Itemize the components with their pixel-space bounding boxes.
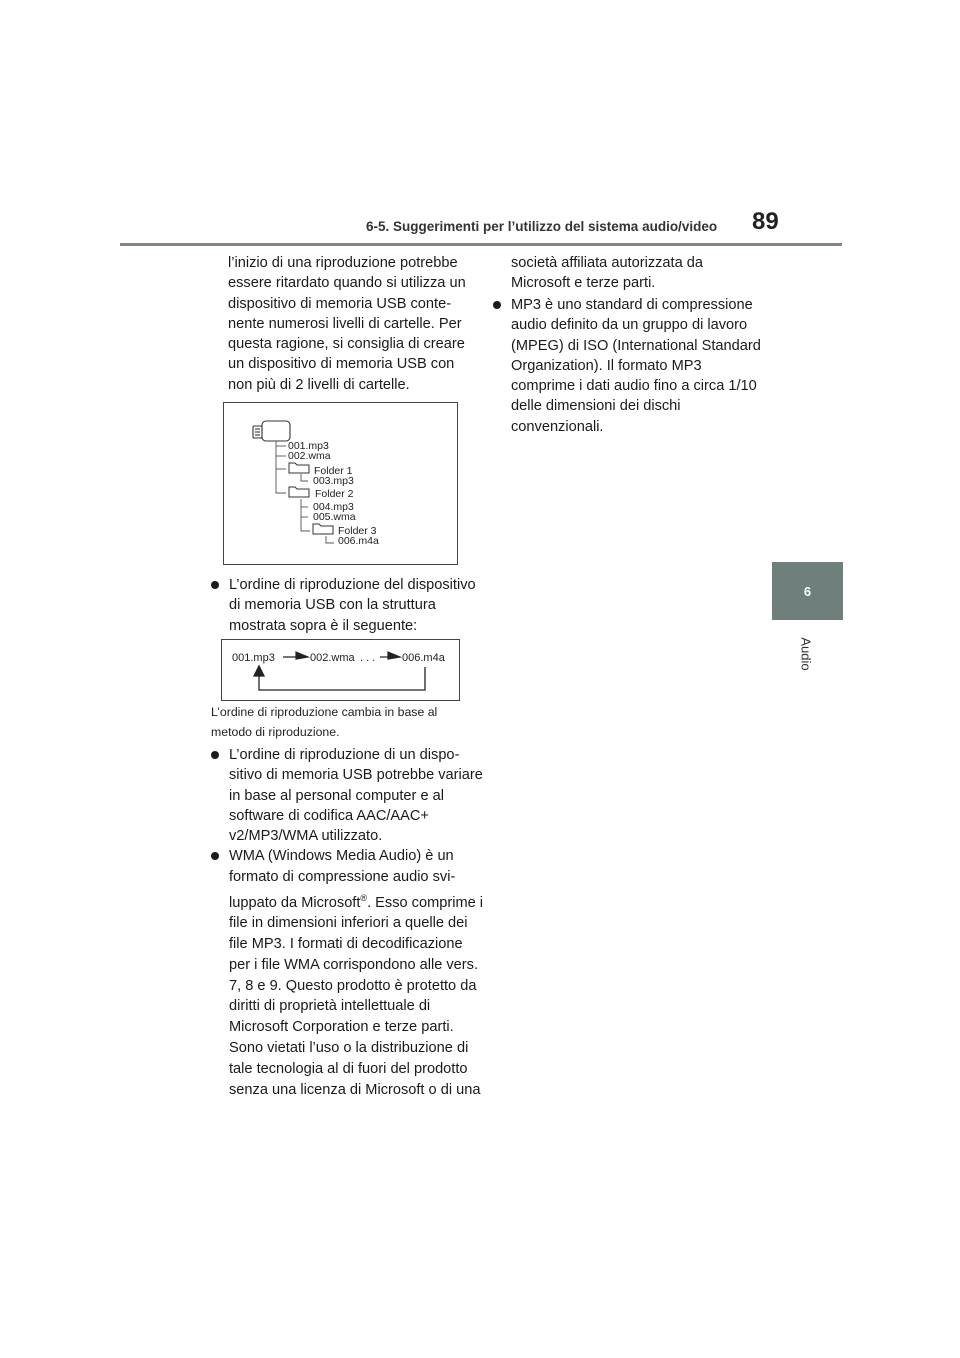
- chapter-label-text: Audio: [798, 637, 814, 671]
- tree-item-label: Folder 1: [314, 465, 353, 477]
- play-order-second: 002.wma: [310, 652, 355, 664]
- chapter-number: 6: [803, 583, 812, 599]
- play-order-first: 001.mp3: [232, 652, 275, 664]
- bullet-wma-text: WMA (Windows Media Audio) è un formato di compressione audio sviluppato da Microsoft: [229, 848, 456, 911]
- tree-item-label: Folder 2: [315, 488, 354, 500]
- bullet-mp3: MP3 è uno standard di compressione audio definito da un gruppo di lavoro (MPEG) di ISO (International Standard Organization). Il formato MP3 comprime i dati audio fino a circa 1/10 delle dimensioni dei dischi convenzionali.: [493, 295, 768, 437]
- right-arrow-icon: [283, 652, 308, 659]
- continuation-paragraph: società affiliata autorizzata da Microsoft e terze parti.: [511, 255, 703, 292]
- section-title: 6-5. Suggerimenti per l’utilizzo del sistema audio/video: [366, 219, 718, 234]
- folder-tree-diagram: [224, 403, 457, 564]
- chapter-tab: [772, 562, 843, 620]
- header-divider: [120, 243, 842, 246]
- play-order-ellipsis: . . .: [360, 652, 376, 664]
- tree-item-label: 002.wma: [288, 450, 331, 462]
- play-order-last: 006.m4a: [402, 652, 445, 664]
- bullet-playback-order: L’ordine di riproduzione del dispositivo di memoria USB con la struttura mostrata sopra è il seguente:: [211, 575, 484, 636]
- folder-icon: [289, 463, 309, 473]
- tree-item-label: Folder 3: [338, 525, 377, 537]
- registered-mark: ®: [360, 892, 368, 903]
- loop-back-arrow-icon: [254, 666, 425, 690]
- bullet-wma: [211, 846, 484, 1100]
- note-playback-method: L’ordine di riproduzione cambia in base al metodo di riproduzione.: [211, 705, 438, 739]
- tree-item-label: 006.m4a: [338, 535, 379, 547]
- play-order-diagram: [222, 640, 459, 700]
- folder-icon: [289, 487, 309, 497]
- intro-paragraph: l’inizio di una riproduzione potrebbe essere ritardato quando si utilizza un dispositivo di memoria USB contenente numerosi livelli di cartelle. Per questa ragione, si consiglia di creare un dispositivo di memoria USB con non più di 2 livelli di cartelle.: [228, 255, 466, 393]
- tree-item-label: 001.mp3: [288, 440, 329, 452]
- bullet-order-variation: L’ordine di riproduzione di un dispositivo di memoria USB potrebbe variare in base al personal computer e al software di codifica AAC/AAC+ v2/MP3/WMA utilizzato.: [211, 745, 484, 846]
- page-number: 89: [752, 208, 779, 235]
- tree-item-label: 005.wma: [313, 511, 356, 523]
- usb-drive-icon: [253, 421, 290, 441]
- right-arrow-icon: [380, 652, 400, 659]
- chapter-label: [780, 632, 832, 676]
- folder-icon: [313, 524, 333, 534]
- tree-item-label: 003.mp3: [313, 475, 354, 487]
- bullet-wma-text-cont: . Esso comprime i file in dimensioni inferiori a quelle dei file MP3. I formati di decodificazione per i file WMA corrispondono alle vers. 7, 8 e 9. Questo prodotto è protetto da diritti di proprietà intellettuale di Microsoft Corporation e terze parti. Sono vietati l’uso o la distribuzione di tale tecnologia al di fuori del prodotto senza una licenza di Microsoft o di una: [229, 894, 484, 1098]
- folder-tree-figure: [223, 402, 458, 565]
- tree-item-label: 004.mp3: [313, 501, 354, 513]
- play-order-figure: [221, 639, 460, 701]
